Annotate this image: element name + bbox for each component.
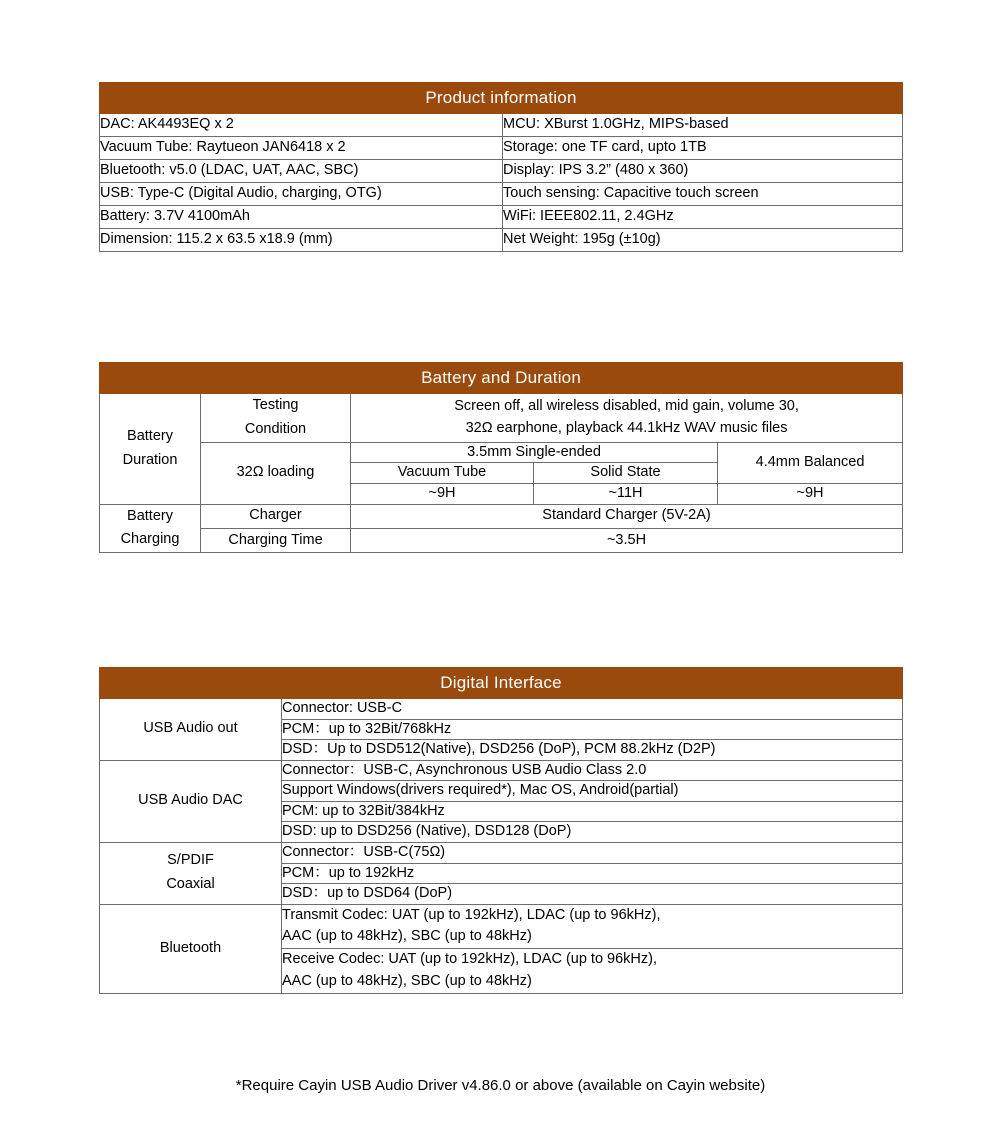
- table-row: [100, 699, 903, 720]
- table-row: [100, 760, 903, 781]
- product-spec-bluetooth: Bluetooth: v5.0 (LDAC, UAT, AAC, SBC): [100, 160, 503, 183]
- table-row: [100, 842, 903, 863]
- testing-condition-value-line1: Screen off, all wireless disabled, mid gain, volume 30,: [454, 398, 799, 415]
- bluetooth-transmit-codec-line1: Transmit Codec: UAT (up to 192kHz), LDAC (up to 96kHz),: [282, 906, 661, 923]
- product-spec-wifi: WiFi: IEEE802.11, 2.4GHz: [503, 206, 903, 229]
- testing-condition-label: [201, 394, 351, 443]
- battery-charging-label-line1: Battery: [127, 507, 173, 524]
- vacuum-tube-header: Vacuum Tube: [351, 463, 534, 484]
- testing-condition-label-line1: Testing: [252, 397, 299, 413]
- usb-audio-out-label: USB Audio out: [100, 699, 282, 761]
- spdif-coaxial-label: [100, 842, 282, 904]
- usb-audio-dac-connector: Connector：USB-C, Asynchronous USB Audio Class 2.0: [282, 760, 903, 781]
- charger-label: Charger: [201, 504, 351, 528]
- digital-interface-table: [99, 667, 903, 994]
- spdif-coaxial-label-line1: S/PDIF: [167, 852, 214, 869]
- bluetooth-receive-codec: [282, 949, 903, 994]
- driver-footnote: *Require Cayin USB Audio Driver v4.86.0 or above (available on Cayin website): [235, 1077, 766, 1094]
- table-row: [100, 442, 903, 463]
- table-row: [100, 137, 903, 160]
- spdif-connector: Connector：USB-C(75Ω): [282, 842, 903, 863]
- spdif-dsd: DSD：up to DSD64 (DoP): [282, 884, 903, 905]
- usb-audio-out-dsd: DSD：Up to DSD512(Native), DSD256 (DoP), PCM 88.2kHz (D2P): [282, 740, 903, 761]
- table-header-row: [100, 83, 903, 114]
- balanced-value: ~9H: [718, 483, 903, 504]
- table-row: [100, 206, 903, 229]
- battery-duration-label-line1: Battery: [127, 427, 173, 444]
- product-spec-mcu: MCU: XBurst 1.0GHz, MIPS-based: [503, 114, 903, 137]
- solid-state-header: Solid State: [534, 463, 718, 484]
- bluetooth-transmit-codec: [282, 904, 903, 949]
- testing-condition-value: [351, 394, 903, 443]
- testing-condition-label-line2: Condition: [244, 420, 307, 437]
- usb-audio-out-connector: Connector: USB-C: [282, 699, 903, 720]
- balanced-header: 4.4mm Balanced: [718, 442, 903, 483]
- digital-interface-title: Digital Interface: [100, 668, 903, 699]
- product-spec-usb: USB: Type-C (Digital Audio, charging, OTG): [100, 183, 503, 206]
- spdif-pcm: PCM：up to 192kHz: [282, 863, 903, 884]
- product-spec-net-weight: Net Weight: 195g (±10g): [503, 229, 903, 252]
- solid-state-value: ~11H: [534, 483, 718, 504]
- spdif-coaxial-label-line2: Coaxial: [166, 876, 215, 893]
- bluetooth-transmit-codec-line2: AAC (up to 48kHz), SBC (up to 48kHz): [282, 928, 532, 945]
- single-ended-header: 3.5mm Single-ended: [351, 442, 718, 463]
- bluetooth-receive-codec-line2: AAC (up to 48kHz), SBC (up to 48kHz): [282, 972, 532, 989]
- battery-duration-label: [100, 394, 201, 505]
- table-row: [100, 114, 903, 137]
- usb-audio-dac-label: USB Audio DAC: [100, 760, 282, 842]
- charging-time-value: ~3.5H: [351, 528, 903, 552]
- table-row: [100, 229, 903, 252]
- product-information-title: Product information: [100, 83, 903, 114]
- product-spec-dimension: Dimension: 115.2 x 63.5 x18.9 (mm): [100, 229, 503, 252]
- testing-condition-value-line2: 32Ω earphone, playback 44.1kHz WAV music files: [465, 419, 788, 436]
- table-header-row: [100, 363, 903, 394]
- table-row: [100, 904, 903, 949]
- battery-charging-label-line2: Charging: [120, 531, 180, 548]
- product-spec-display: Display: IPS 3.2” (480 x 360): [503, 160, 903, 183]
- product-spec-battery: Battery: 3.7V 4100mAh: [100, 206, 503, 229]
- battery-duration-label-line2: Duration: [122, 451, 178, 468]
- table-row: [100, 183, 903, 206]
- table-row: [100, 504, 903, 528]
- usb-audio-out-pcm: PCM：up to 32Bit/768kHz: [282, 719, 903, 740]
- battery-and-duration-table: [99, 362, 903, 553]
- bluetooth-label: Bluetooth: [100, 904, 282, 993]
- product-spec-touch-sensing: Touch sensing: Capacitive touch screen: [503, 183, 903, 206]
- battery-charging-label: [100, 504, 201, 553]
- battery-and-duration-title: Battery and Duration: [100, 363, 903, 394]
- usb-audio-dac-pcm: PCM: up to 32Bit/384kHz: [282, 801, 903, 822]
- product-spec-vacuum-tube: Vacuum Tube: Raytueon JAN6418 x 2: [100, 137, 503, 160]
- usb-audio-dac-support: Support Windows(drivers required*), Mac OS, Android(partial): [282, 781, 903, 802]
- table-row: [100, 160, 903, 183]
- product-spec-dac: DAC: AK4493EQ x 2: [100, 114, 503, 137]
- charging-time-label: Charging Time: [201, 528, 351, 552]
- product-spec-storage: Storage: one TF card, upto 1TB: [503, 137, 903, 160]
- bluetooth-receive-codec-line1: Receive Codec: UAT (up to 192kHz), LDAC (up to 96kHz),: [282, 951, 658, 968]
- table-row: [100, 394, 903, 443]
- product-information-table: [99, 82, 903, 252]
- table-row: [100, 528, 903, 552]
- vacuum-tube-value: ~9H: [351, 483, 534, 504]
- charger-value: Standard Charger (5V-2A): [351, 504, 903, 528]
- loading-label: 32Ω loading: [201, 442, 351, 504]
- table-header-row: [100, 668, 903, 699]
- usb-audio-dac-dsd: DSD: up to DSD256 (Native), DSD128 (DoP): [282, 822, 903, 843]
